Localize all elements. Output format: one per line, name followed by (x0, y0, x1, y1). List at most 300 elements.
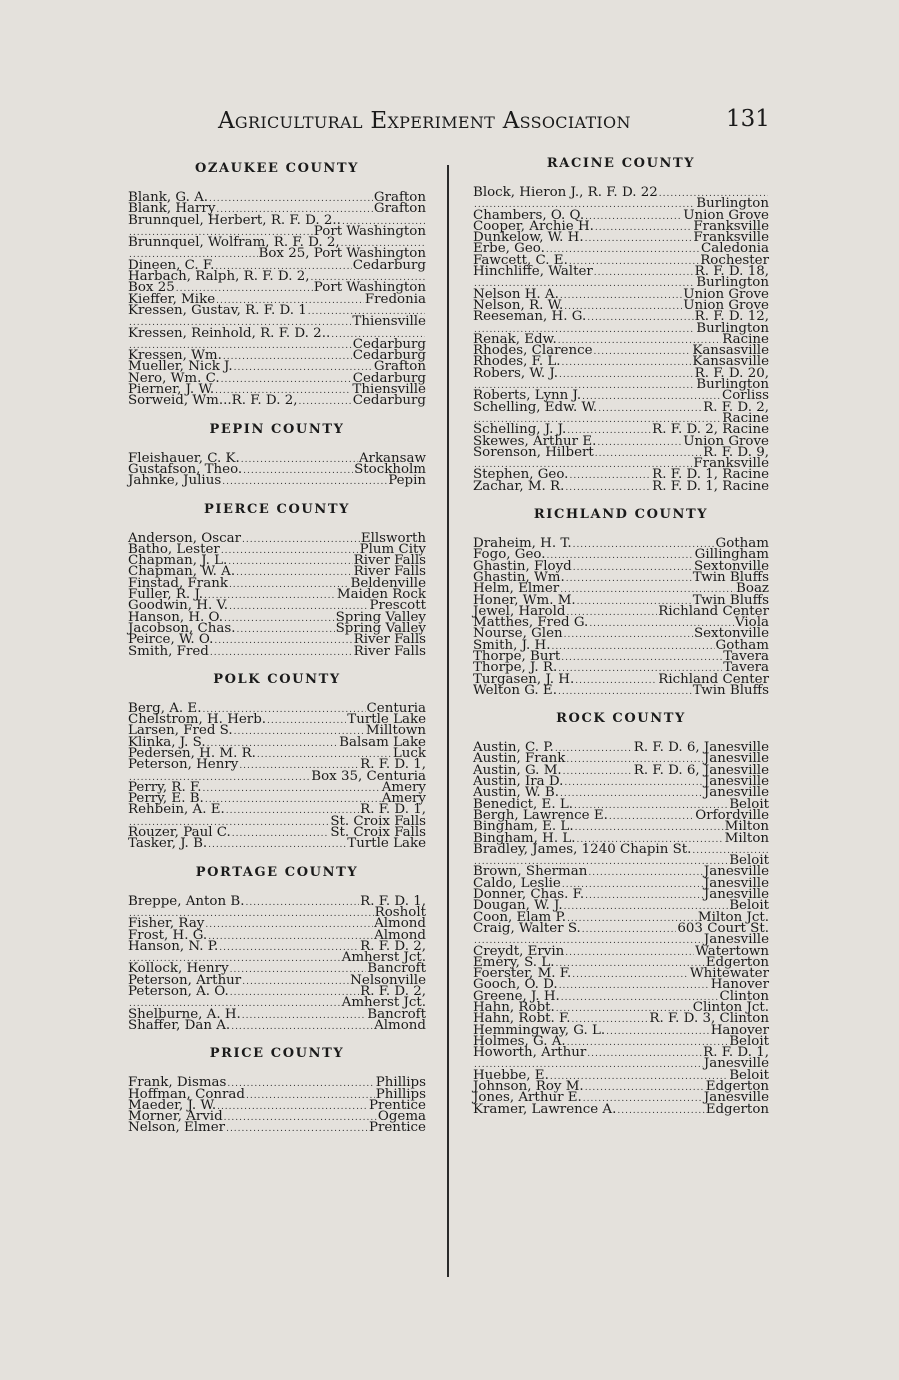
entry-location: Clinton (719, 988, 769, 1004)
entry-name: Morner, Arvid (128, 1109, 223, 1125)
entry-name: Schelling, J. J. (473, 422, 567, 438)
entry-location: Beloit (729, 898, 769, 914)
page-header-title: Agricultural Experiment Association (218, 108, 631, 134)
entry-name: Austin, Ira D. (473, 774, 564, 790)
entry-location: Racine (722, 331, 769, 347)
entry-location: Sextonville (693, 558, 769, 574)
entry-name: Bradley, James, 1240 Chapin St. (473, 841, 692, 857)
entry-location: Sextonville (693, 626, 769, 642)
entry-location: Twin Bluffs (692, 682, 769, 698)
entry-location: Plum City (359, 541, 426, 557)
directory-entry (128, 986, 426, 1009)
entry-name: Kieffer, Mike (128, 291, 216, 307)
entry-location: Watertown (695, 943, 769, 959)
county-title: PORTAGE COUNTY (195, 864, 359, 880)
entry-location: Thiensville (352, 382, 426, 398)
entry-location: Hanover (710, 1022, 769, 1038)
directory-entry (473, 444, 769, 472)
entry-name: Austin, Frank (473, 751, 566, 767)
directory-entry (128, 759, 426, 782)
entry-location: Janesville (703, 785, 769, 801)
entry-name: Peterson, Henry (128, 757, 239, 773)
directory-entry (473, 266, 769, 289)
entry-name: Fleishauer, C. K. (128, 450, 240, 466)
entry-location: Milton (724, 819, 769, 835)
entry-name: Bergh, Lawrence E. (473, 807, 608, 823)
entry-name: Ghastin, Wm. (473, 569, 565, 585)
entry-name: Greene, J. H. (473, 988, 560, 1004)
entry-location: Centuria (366, 700, 426, 716)
entry-location: Boaz (736, 581, 769, 597)
entry-location: Gotham (715, 536, 769, 552)
entry-name: Shelburne, A. H. (128, 1006, 241, 1022)
entry-location: Clinton Jct. (692, 1000, 769, 1015)
county-title: ROCK COUNTY (556, 711, 686, 727)
entry-location: River Falls (353, 632, 426, 648)
entry-location: Ogema (377, 1109, 426, 1125)
directory-entry (473, 311, 769, 334)
entry-name: Thorpe, J. R. (473, 660, 558, 676)
entry-line (128, 473, 426, 489)
entry-location: R. F. D. 1, Racine (652, 478, 769, 494)
column-divider (447, 165, 449, 1277)
entry-name: Rouzer, Paul C. (128, 825, 231, 841)
entry-name: Austin, C. P. (473, 740, 554, 756)
directory-entry (128, 1120, 426, 1136)
entry-name: Brunnquel, Wolfram, R. F. D. 2, (128, 235, 340, 251)
entry-location: Nelsonville (350, 972, 426, 988)
leader-dots (298, 397, 351, 408)
entry-name: Peterson, A. O. (128, 984, 229, 1000)
entry-location: Prentice (368, 1097, 426, 1113)
entry-name: Kressen, Gustav, R. F. D. 1 (128, 302, 307, 318)
entry-name: Pierner, J. W. (128, 382, 215, 398)
entry-location-cont: Racine (722, 410, 769, 426)
entry-name: Breppe, Anton B. (128, 893, 245, 909)
directory-entry (473, 920, 769, 948)
entry-location: R. F. D. 18, (694, 264, 769, 280)
entry-line (128, 393, 426, 409)
entry-name: Kollock, Henry (128, 961, 229, 977)
entry-name: Creydt, Ervin (473, 943, 565, 959)
directory-entry (473, 682, 769, 698)
county-title: RICHLAND COUNTY (533, 507, 709, 523)
entry-name: Kramer, Lawrence A. (473, 1101, 617, 1117)
entry-location: R. F. D. 1, (360, 802, 426, 818)
county-section (128, 162, 426, 407)
directory-entry (128, 393, 426, 409)
entry-location-cont: Rosholt (374, 904, 426, 920)
entry-location: R. F. D. 2, (360, 938, 426, 954)
leader-dots (598, 404, 702, 415)
entry-location: Union Grove (683, 297, 769, 313)
entry-line (473, 478, 769, 494)
entry-name: Harbach, Ralph, R. F. D. 2, (128, 269, 310, 285)
county-title: POLK COUNTY (213, 671, 341, 687)
entry-name: Brunnquel, Herbert, R. F. D. 2.. (128, 212, 341, 228)
entry-name: Hanson, N. P. (128, 938, 219, 954)
entry-name: Huebbe, E. (473, 1067, 549, 1083)
entry-location: Corliss (721, 388, 769, 404)
entry-name: Hahn, Robt. F. (473, 1011, 571, 1027)
entry-location: Turtle Lake (347, 836, 426, 852)
leader-dots (230, 988, 359, 999)
entry-location: Gotham (715, 637, 769, 653)
entry-name: Smith, Fred (128, 643, 209, 659)
entry-name: Batho, Lester (128, 541, 220, 557)
entry-location: Beloit (729, 796, 769, 812)
entry-name: Nelson H. A. (473, 286, 559, 302)
entry-name: Robers, W. J. (473, 365, 558, 381)
entry-line (473, 682, 769, 698)
entry-location: Port Washington (313, 280, 426, 296)
entry-name: Chelstrom, H. Herb. (128, 712, 267, 728)
entry-location: R. F. D. 12, (694, 309, 769, 325)
entry-location: R. F. D. 2, (703, 399, 769, 415)
leader-dots (582, 925, 677, 936)
directory-entry (128, 938, 426, 966)
leader-dots (222, 477, 387, 488)
entry-location: Bancroft (367, 961, 426, 977)
entry-name: Howorth, Arthur (473, 1045, 587, 1061)
entry-location: River Falls (353, 553, 426, 569)
entry-name: Pedersen, H. M. R. (128, 745, 256, 761)
entry-location: Janesville (703, 1090, 769, 1106)
leader-dots (587, 313, 693, 324)
entry-location: Janesville (703, 774, 769, 790)
entry-location: Richland Center (658, 671, 769, 687)
entry-location: Almond (374, 927, 426, 943)
entry-line (128, 643, 426, 659)
entry-name: Austin, G. M. (473, 762, 562, 778)
entry-name: Benedict, E. L. (473, 796, 573, 812)
entry-location: Pepin (388, 473, 426, 489)
entry-name: Johnson, Roy M. (473, 1079, 584, 1095)
entry-name: Caldo, Leslie (473, 875, 561, 891)
entry-location: Janesville (703, 875, 769, 891)
directory-entry (128, 804, 426, 827)
directory-entry (128, 893, 426, 920)
entry-location: Turtle Lake (347, 712, 426, 728)
directory-entry (473, 841, 769, 869)
entry-location: Caledonia (701, 241, 769, 257)
entry-location: R. F. D. 20, (694, 365, 769, 381)
entry-name: Jacobson, Chas. (128, 620, 236, 636)
entry-location: Fredonia (364, 291, 426, 307)
entry-name: Rhodes, Clarence (473, 343, 593, 359)
entry-location: Almond (374, 1017, 426, 1033)
directory-entry (473, 1047, 769, 1070)
entry-name: Hemmingway, G. L. (473, 1022, 606, 1038)
entry-location-cont: Beloit (729, 853, 769, 869)
entry-name: Stephen, Geo. (473, 467, 569, 483)
entry-line (473, 841, 769, 857)
entry-name: Mueller, Nick J. (128, 359, 233, 375)
entry-name: Holmes, G. A. (473, 1033, 566, 1049)
entry-name: Blank, Harry (128, 201, 216, 217)
entry-location: Beldenville (350, 575, 426, 591)
leader-dots (210, 648, 353, 659)
leader-dots (617, 1106, 704, 1117)
entry-location: R. F. D. 1, (360, 893, 426, 909)
county-title: PIERCE COUNTY (204, 501, 350, 517)
entry-name: Perry, E. B. (128, 791, 204, 807)
entry-location: R. F. D. 1, Racine (652, 467, 769, 483)
entry-name: Honer, Wm. M. (473, 592, 576, 608)
entry-name: Draheim, H. T. (473, 536, 572, 552)
entry-name: Thorpe, Burt (473, 648, 561, 664)
leader-dots (594, 268, 694, 279)
entry-name: Smith, J. H. (473, 637, 551, 653)
entry-name: Nourse, Glen (473, 626, 563, 642)
entry-location: Rochester (700, 252, 769, 268)
entry-location-cont: Box 25, Port Washington (258, 246, 426, 262)
entry-location-cont: Janesville (703, 932, 769, 948)
directory-entry (128, 836, 426, 852)
entry-location-cont: Burlington (696, 320, 769, 336)
entry-name: Zachar, M. R. (473, 478, 565, 494)
entry-location: Janesville (703, 751, 769, 767)
entry-location: R. F. D. 2, (360, 984, 426, 1000)
entry-line (128, 1017, 426, 1033)
entry-location: River Falls (353, 643, 426, 659)
entry-location: Phillips (375, 1086, 426, 1102)
leader-dots (226, 1124, 368, 1135)
county-section (128, 423, 426, 487)
directory-entry (128, 325, 426, 352)
entry-location: Bancroft (367, 1006, 426, 1022)
entry-name: Perry, R. F. (128, 779, 202, 795)
entry-location-cont: Burlington (696, 196, 769, 212)
entry-name: Shaffer, Dan A. (128, 1017, 231, 1033)
entry-location-cont: Box 35, Centuria (311, 768, 426, 784)
entry-location: Tavera (723, 660, 769, 676)
entry-location: St. Croix Falls (330, 825, 426, 841)
entry-name: Nero, Wm. C. (128, 370, 220, 386)
leader-dots (558, 687, 692, 698)
directory-entry (473, 1101, 769, 1117)
entry-name: Frost, H. G. (128, 927, 208, 943)
entry-location: Edgerton (705, 1079, 769, 1095)
entry-location-cont: Cedarburg (352, 336, 426, 352)
leader-dots (587, 1049, 702, 1060)
leader-dots (595, 449, 702, 460)
entry-name: Welton G. E. (473, 682, 557, 698)
entry-location-cont: Thiensville (352, 314, 426, 330)
directory-entry (473, 399, 769, 426)
leader-dots (559, 370, 694, 381)
entry-name: Dougan, W. J. (473, 898, 563, 914)
entry-location: River Falls (353, 564, 426, 580)
county-section (473, 712, 769, 1115)
entry-name: Dineen, C. F. (128, 257, 215, 273)
entry-location: Edgerton (705, 1101, 769, 1117)
entry-name: Renak, Edw. (473, 331, 557, 347)
entry-location: Amery (381, 779, 426, 795)
county-title: RACINE COUNTY (546, 156, 696, 171)
entry-location: Prescott (369, 598, 426, 614)
entry-location: Arkansaw (358, 450, 426, 466)
entry-name: Reeseman, H. G. (473, 309, 587, 325)
entry-name: Berg, A. E. (128, 700, 202, 716)
entry-location: Milton Jct. (697, 909, 769, 925)
entry-location: Grafton (373, 201, 426, 217)
entry-location: Richland Center (658, 603, 769, 619)
entry-location: Janesville (703, 864, 769, 880)
entry-location: Tavera (723, 648, 769, 664)
entry-name: Finstad, Frank (128, 575, 228, 591)
county-section (128, 673, 426, 850)
entry-name: Box 25 (128, 280, 175, 296)
directory-entry (128, 1017, 426, 1033)
entry-name: Hinchliffe, Walter (473, 264, 593, 280)
entry-location: Spring Valley (335, 620, 426, 636)
page-number: 131 (726, 106, 770, 132)
entry-name: Craig, Walter S. (473, 920, 581, 936)
entry-location: Ellsworth (360, 530, 426, 546)
entry-location: Cedarburg (352, 257, 426, 273)
entry-location: Cedarburg (352, 370, 426, 386)
entry-location: Kansasville (692, 354, 769, 370)
entry-name: Anderson, Oscar (128, 530, 241, 546)
right-column (473, 157, 769, 1131)
entry-name: Fogo, Geo. (473, 547, 546, 563)
entry-name: Skewes, Arthur E. (473, 433, 597, 449)
entry-name: Frank, Dismas (128, 1075, 227, 1091)
entry-name: Coon, Elam P. (473, 909, 567, 925)
directory-entry (473, 187, 769, 210)
entry-name: Donner, Chas. F. (473, 887, 585, 903)
entry-name: Foerster, M. F. (473, 966, 572, 982)
entry-location: Grafton (373, 190, 426, 205)
county-title: PRICE COUNTY (209, 1046, 345, 1062)
entry-name: Kressen, Wm. (128, 348, 222, 364)
directory-entry (128, 212, 426, 239)
entry-location: Luck (392, 745, 426, 761)
entry-name: Helm, Elmer (473, 581, 560, 597)
entry-location: R. F. D. 3, Clinton (649, 1011, 769, 1027)
entry-name: Nelson, Elmer (128, 1120, 226, 1136)
entry-location-cont: Burlington (696, 377, 769, 393)
entry-name: Peterson, Arthur (128, 972, 242, 988)
entry-name: Jewel, Harold (473, 603, 566, 619)
entry-name: Bingham, E. L. (473, 819, 574, 835)
leader-dots (231, 1022, 373, 1033)
entry-location: Prentice (368, 1120, 426, 1136)
county-section (128, 503, 426, 657)
entry-name: Turgasen, J. H. (473, 671, 575, 687)
entry-name: Bingham, H. L. (473, 830, 576, 846)
directory-entry (128, 237, 426, 260)
leader-dots (565, 483, 651, 494)
entry-name: Gustafson, Theo. (128, 461, 243, 477)
entry-name: Block, Hieron J., R. F. D. 22 (473, 185, 658, 200)
entry-location: Milton (724, 830, 769, 846)
entry-name: Dunkelow, W. H. (473, 230, 584, 246)
entry-name: Chapman, W. A. (128, 564, 236, 580)
county-section (473, 508, 769, 696)
entry-location: 603 Court St. (677, 920, 769, 936)
entry-name: Austin, W. B. (473, 785, 559, 801)
entry-name: Larsen, Fred S. (128, 723, 233, 739)
entry-name: Rehbein, A. E. (128, 802, 225, 818)
entry-location: Whitewater (689, 966, 769, 982)
entry-name: Sorenson, Hilbert (473, 444, 594, 460)
directory-entry (473, 478, 769, 494)
entry-name: Blank, G. A. (128, 190, 209, 205)
entry-location: Almond (374, 916, 426, 932)
entry-location: Franksville (693, 218, 769, 234)
entry-location: Cedarburg (352, 393, 426, 409)
entry-line (128, 1120, 426, 1136)
entry-location-cont: Amherst Jct. (341, 995, 426, 1011)
entry-name: Hoffman, Conrad (128, 1086, 245, 1102)
directory-entry (128, 302, 426, 330)
entry-name: Peirce, W. O. (128, 632, 214, 648)
entry-name: Fisher, Ray (128, 916, 205, 932)
entry-location: R. F. D. 9, (703, 444, 769, 460)
entry-location: Twin Bluffs (692, 569, 769, 585)
entry-location: Stockholm (354, 461, 426, 477)
entry-name: Jones, Arthur E. (473, 1090, 582, 1106)
county-section (473, 157, 769, 492)
directory-entry (128, 473, 426, 489)
entry-name: Brown, Sherman (473, 864, 588, 880)
entry-location: Viola (734, 615, 769, 631)
entry-location-cont: Amherst Jct. (341, 950, 426, 966)
county-title: OZAUKEE COUNTY (194, 161, 360, 176)
entry-name: Goodwin, H. V. (128, 598, 229, 614)
entry-line (473, 1101, 769, 1117)
county-title: PEPIN COUNTY (209, 421, 345, 437)
entry-location: Twin Bluffs (692, 592, 769, 608)
entry-location-cont: Franksville (693, 456, 769, 472)
entry-name: Kressen, Reinhold, R. F. D. 2.. (128, 325, 331, 341)
entry-location: Kansasville (692, 343, 769, 359)
entry-name: Hahn, Robt. (473, 1000, 555, 1015)
entry-location: R. F. D. 6, Janesville (633, 762, 769, 778)
entry-location: Gillingham (694, 547, 769, 563)
entry-name: Gooch, O. D. (473, 977, 558, 993)
entry-name: Schelling, Edw. W. (473, 399, 598, 415)
leader-dots (219, 943, 359, 954)
entry-name: Tasker, J. B. (128, 836, 208, 852)
entry-name: Ghastin, Floyd (473, 558, 572, 574)
entry-name: Erbe, Geo. (473, 241, 545, 257)
entry-name: Roberts, Lynn J. (473, 388, 582, 404)
entry-location: Grafton (373, 359, 426, 375)
entry-location-cont: Port Washington (313, 223, 426, 239)
entry-location: Union Grove (683, 207, 769, 223)
leader-dots (245, 898, 359, 909)
entry-location: Phillips (375, 1075, 426, 1091)
entry-name: Chapman, J. L. (128, 553, 228, 569)
entry-location: Janesville (703, 887, 769, 903)
entry-location: R. F. D. 2, Racine (652, 422, 769, 438)
entry-location: Balsam Lake (339, 734, 426, 750)
entry-name: Sorweid, Wm...R. F. D. 2, (128, 393, 298, 409)
entry-location-cont: St. Croix Falls (330, 813, 426, 829)
county-section (128, 866, 426, 1032)
entry-location: R. F. D. 1, (703, 1045, 769, 1061)
entry-location: Union Grove (683, 286, 769, 302)
entry-location-cont: Burlington (696, 275, 769, 291)
entry-location: Union Grove (683, 433, 769, 449)
entry-location: Spring Valley (335, 609, 426, 625)
entry-name: Rhodes, F. L. (473, 354, 561, 370)
entry-name: Klinka, J. S. (128, 734, 206, 750)
entry-location: Orfordville (695, 807, 769, 823)
